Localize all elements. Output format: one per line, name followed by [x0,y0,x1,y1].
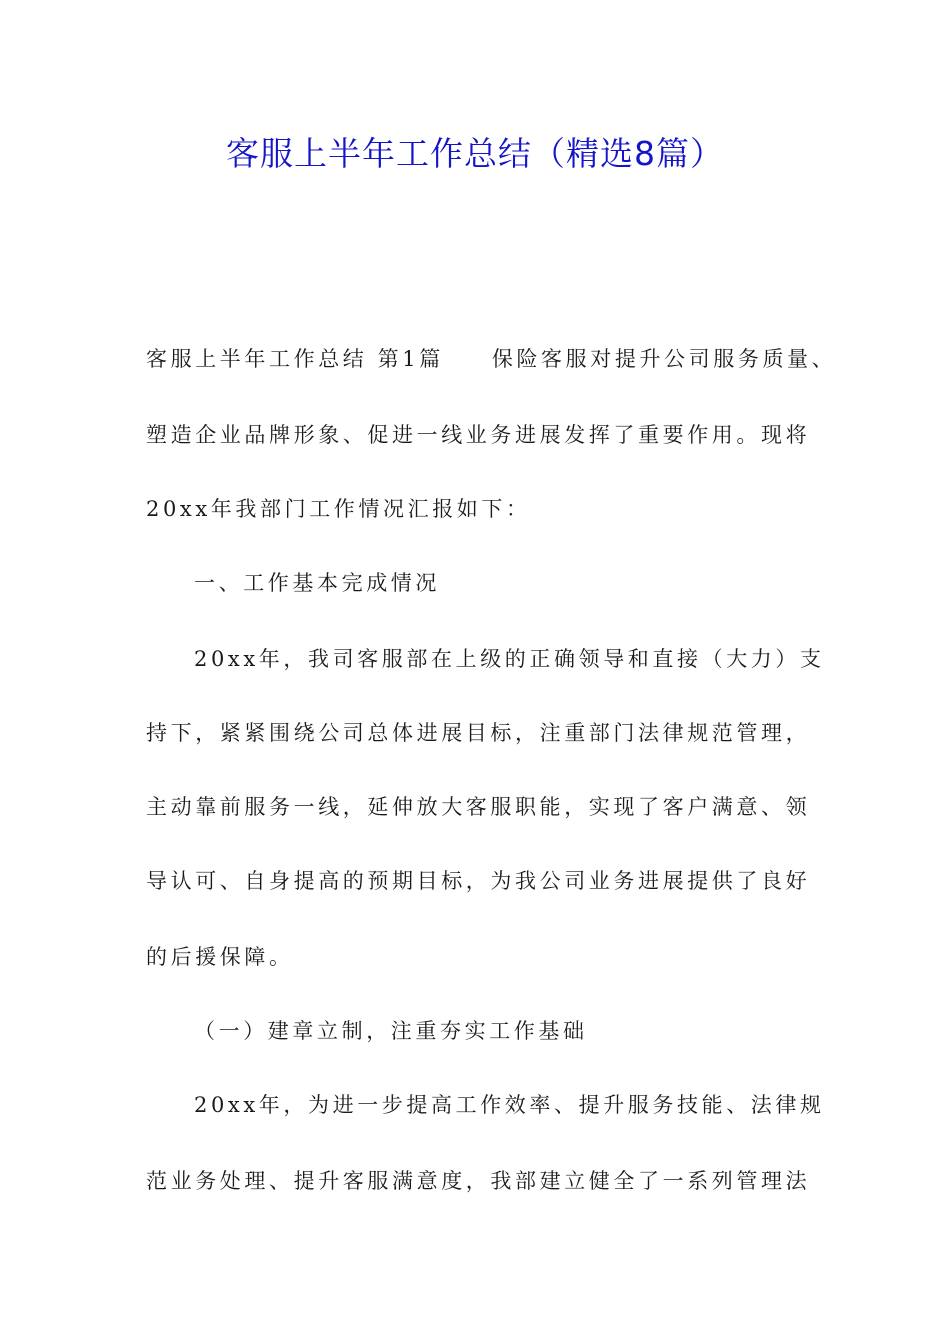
section-heading: 客服上半年工作总结 第1篇 [146,347,444,371]
paragraph-line [146,344,836,374]
paragraph-text: 保险客服对提升公司服务质量、 [491,347,837,371]
document-title: 客服上半年工作总结（精选8篇） [226,134,724,173]
paragraph-line: 塑造企业品牌形象、促进一线业务进展发挥了重要作用。现将 [146,423,811,447]
paragraph-line: 20xx年我部门工作情况汇报如下： [146,497,531,521]
paragraph-line: 的后援保障。 [146,945,294,969]
subheading: （一）建章立制，注重夯实工作基础 [194,1019,588,1043]
paragraph-line: 范业务处理、提升客服满意度，我部建立健全了一系列管理法 [146,1169,811,1193]
paragraph-line: 20xx年，我司客服部在上级的正确领导和直接（大力）支 [194,647,825,671]
paragraph-line: 20xx年，为进一步提高工作效率、提升服务技能、法律规 [194,1093,825,1117]
paragraph-line: 持下，紧紧围绕公司总体进展目标，注重部门法律规范管理， [146,721,811,745]
paragraph-line: 主动靠前服务一线，延伸放大客服职能，实现了客户满意、领 [146,795,811,819]
subheading: 一、工作基本完成情况 [194,571,440,595]
paragraph-line: 导认可、自身提高的预期目标，为我公司业务进展提供了良好 [146,869,811,893]
